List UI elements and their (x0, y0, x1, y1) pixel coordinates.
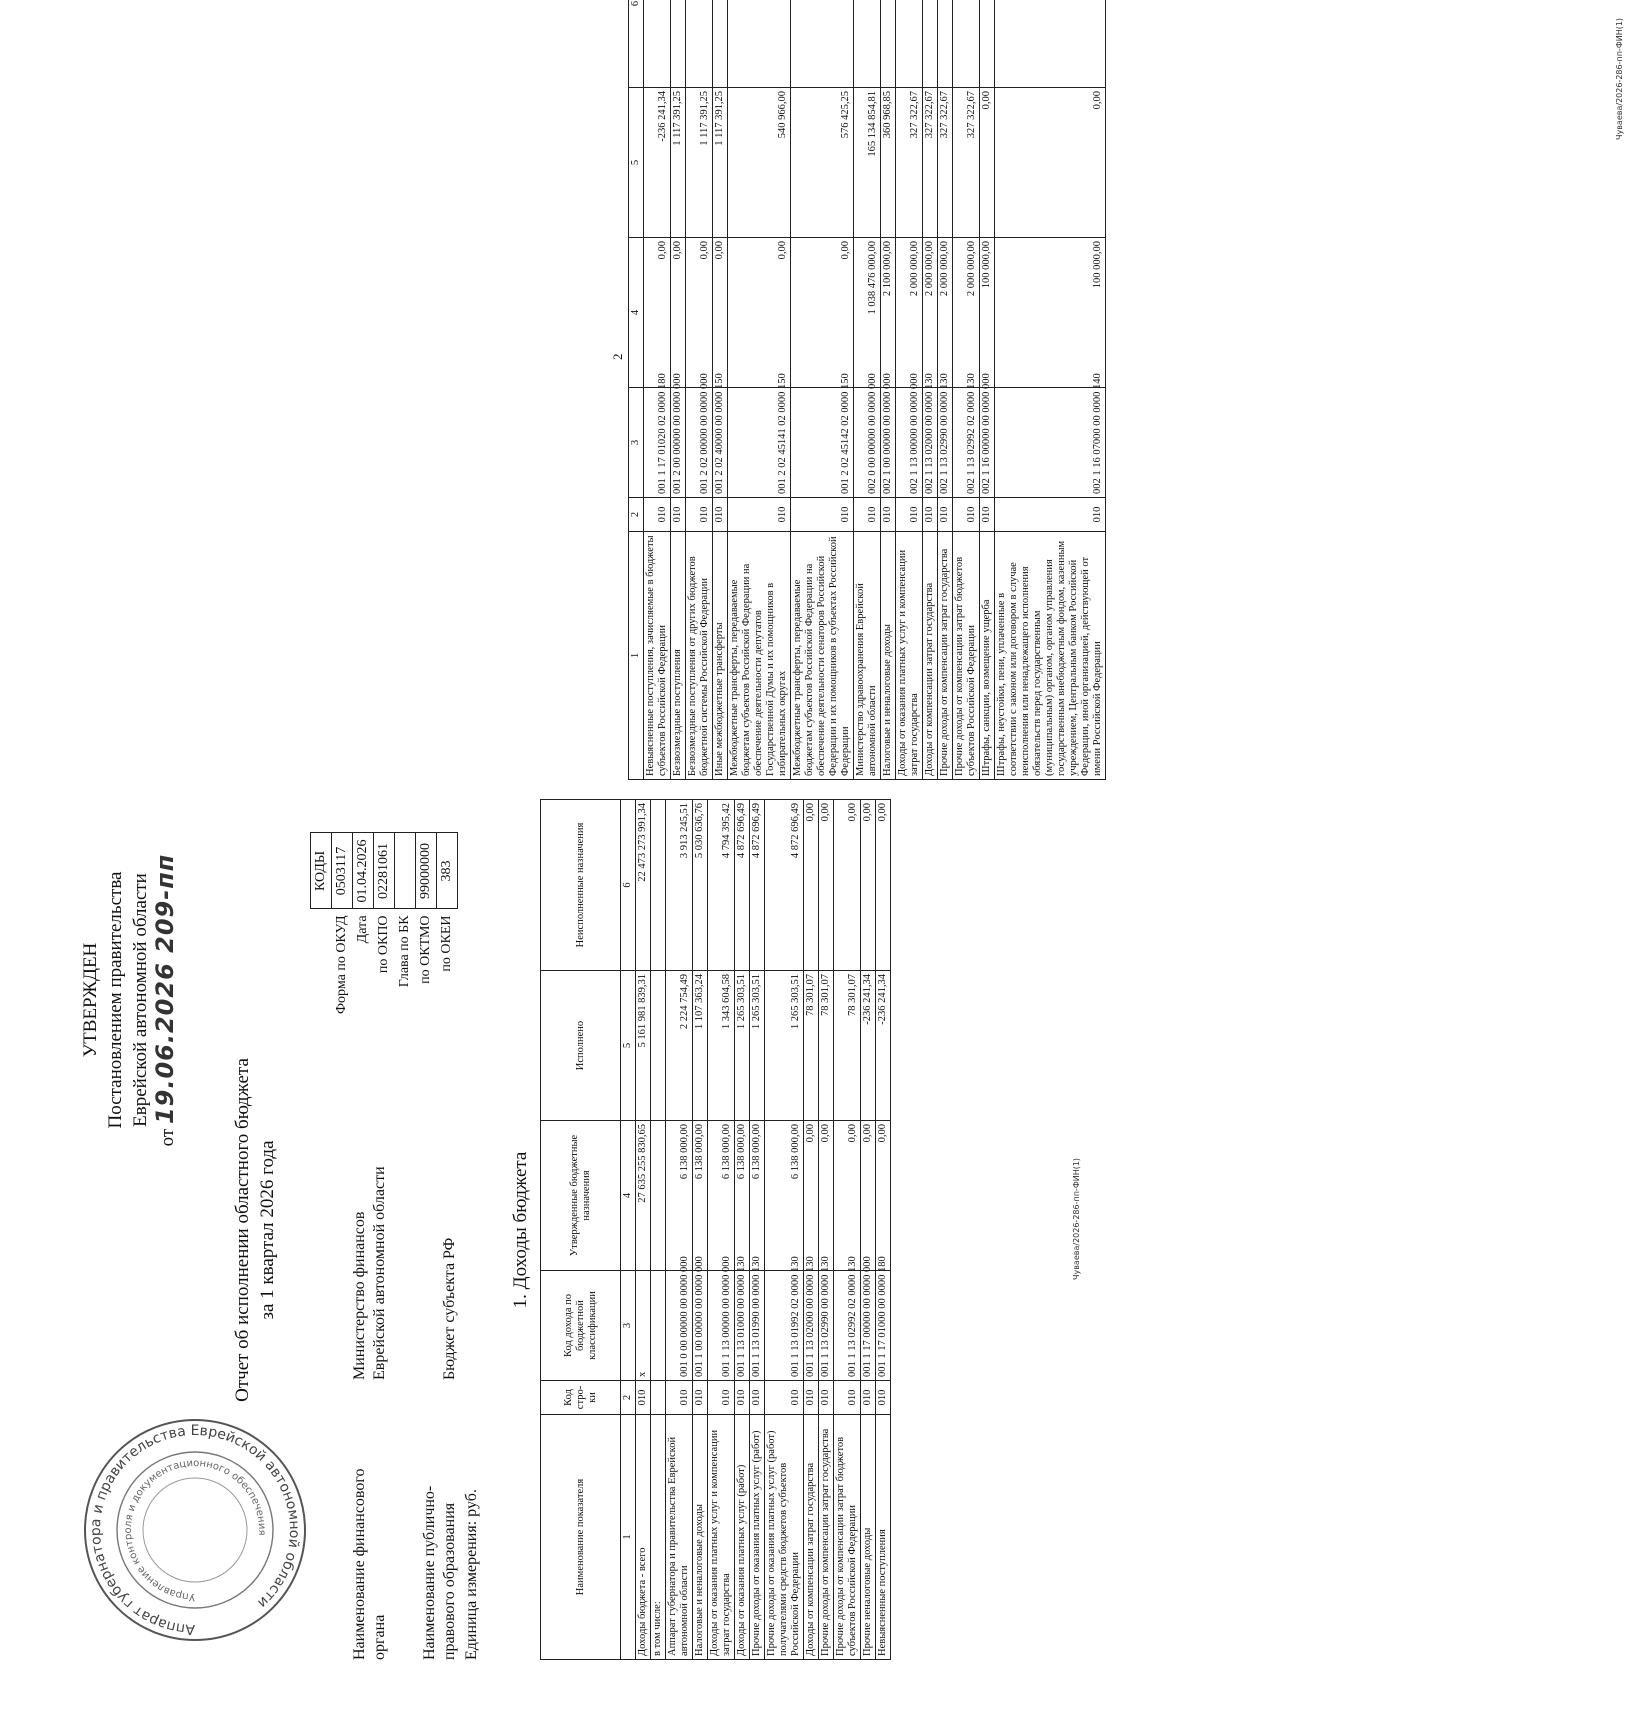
cell-executed: -236 241,34 (861, 971, 876, 1121)
cell-line-code: 010 (953, 498, 980, 532)
cell-unexecuted (671, 0, 686, 88)
cell-name: Прочие неналоговые доходы (861, 1415, 876, 1660)
cell-line-code: 010 (693, 1381, 708, 1415)
cell-name: Аппарат губернатора и правительства Еврейской автономной области (666, 1415, 693, 1660)
cell-approved: 6 138 000,00 (693, 1121, 708, 1271)
cell-income-code: 002 1 16 00000 00 0000 000 (980, 388, 995, 498)
page-left (70, 800, 1090, 1660)
table-row (881, 0, 896, 780)
cell-line-code: 010 (861, 1381, 876, 1415)
code-value: 02281061 (374, 833, 395, 909)
cell-unexecuted: 0,00 (834, 800, 861, 971)
table-row (995, 0, 1106, 780)
cell-approved: 0,00 (861, 1121, 876, 1271)
col-number: 3 (629, 388, 644, 498)
col-number: 6 (629, 0, 644, 88)
cell-income-code: 001 0 00 00000 00 0000 000 (666, 1271, 693, 1381)
cell-line-code: 010 (834, 1381, 861, 1415)
cell-income-code: 002 1 13 02992 02 0000 130 (953, 388, 980, 498)
cell-name: Налоговые и неналоговые доходы (693, 1415, 708, 1660)
handwritten-date-number: 19.06.2026 209-пп (151, 853, 179, 1125)
cell-approved: 0,00 (876, 1121, 891, 1271)
cell-name: Доходы бюджета - всего (636, 1415, 651, 1660)
table-row (671, 0, 686, 780)
cell-income-code: 001 2 02 45141 02 0000 150 (728, 388, 791, 498)
cell-approved: 0,00 (791, 238, 854, 388)
table-row (791, 0, 854, 780)
cell-name: Безвозмездные поступления (671, 532, 686, 780)
cell-executed: 78 301,07 (834, 971, 861, 1121)
report-title-block (230, 800, 280, 1660)
col-number: 4 (629, 238, 644, 388)
cell-name: Межбюджетные трансферты, передаваемые бюджетам субъектов Российской Федерации на обеспечение деятельности сенаторов Российской Федерации и их помощников в субъектах Российской Федерации (791, 532, 854, 780)
cell-executed: 5 161 981 839,31 (636, 971, 651, 1121)
svg-text:Аппарат губернатора и правител: Аппарат губернатора и правительства Еврейской автономной области (87, 1422, 303, 1638)
cell-executed: 2 224 754,49 (666, 971, 693, 1121)
table-row (728, 0, 791, 780)
cell-name: Прочие доходы от оказания платных услуг (работ) (750, 1415, 765, 1660)
cell-name: Прочие доходы от компенсации затрат бюджетов субъектов Российской Федерации (953, 532, 980, 780)
cell-name: Доходы от оказания платных услуг и компенсации затрат государства (708, 1415, 735, 1660)
cell-name: Невыясненные поступления, зачисляемые в бюджеты субъектов Российской Федерации (644, 532, 671, 780)
cell-line-code: 010 (671, 498, 686, 532)
table-row (644, 0, 671, 780)
cell-income-code: 001 2 02 45142 02 0000 150 (791, 388, 854, 498)
approved-line1: Постановлением правительства (105, 871, 126, 1129)
table-row (854, 0, 881, 780)
cell-executed: 1 265 303,51 (750, 971, 765, 1121)
cell-income-code: 001 1 17 00000 00 0000 000 (861, 1271, 876, 1381)
col-number: 1 (629, 532, 644, 780)
cell-unexecuted: 4 872 696,49 (765, 800, 804, 971)
cell-line-code: 010 (666, 1381, 693, 1415)
report-period: за 1 квартал 2026 года (257, 1140, 278, 1320)
cell-executed: 165 134 854,81 (854, 88, 881, 238)
table-row (750, 800, 765, 1660)
section-title: 1. Доходы бюджета (510, 1151, 531, 1309)
cell-approved: 1 038 476 000,00 (854, 238, 881, 388)
cell-unexecuted (791, 0, 854, 88)
cell-line-code: 010 (923, 498, 938, 532)
cell-approved: 100 000,00 (995, 238, 1106, 388)
cell-unexecuted: 22 473 273 991,34 (636, 800, 651, 971)
cell-approved: 6 138 000,00 (666, 1121, 693, 1271)
col-number: 2 (621, 1381, 636, 1415)
cell-unexecuted: 4 872 696,49 (735, 800, 750, 971)
cell-line-code: 010 (854, 498, 881, 532)
cell-name: Доходы от компенсации затрат государства (804, 1415, 819, 1660)
code-value: 0503117 (332, 833, 353, 909)
approved-date-line (153, 810, 180, 1190)
cell-executed: 1 117 391,25 (713, 88, 728, 238)
cell-income-code: 001 1 13 02000 00 0000 130 (804, 1271, 819, 1381)
cell-name: Штрафы, неустойки, пени, уплаченные в соответствии с законом или договором в случае неисполнения или ненадлежащего исполнения обязательств перед государственным (муниципальным) органом, органом управления государственным внебюджетным фондом, казенным учреждением, Центральным банком Российской Федерации, иной организацией, действующей от имени Российской Федерации (995, 532, 1106, 780)
cell-name: Прочие доходы от компенсации затрат государства (819, 1415, 834, 1660)
report-meta (310, 800, 500, 1660)
cell-approved: 2 000 000,00 (923, 238, 938, 388)
cell-executed: 78 301,07 (804, 971, 819, 1121)
cell-unexecuted (896, 0, 923, 88)
cell-approved (651, 1121, 666, 1271)
cell-approved: 27 635 255 830,65 (636, 1121, 651, 1271)
cell-name: Иные межбюджетные трансферты (713, 532, 728, 780)
cell-income-code: 002 1 16 07000 00 0000 140 (995, 388, 1106, 498)
header-executed: Исполнено (541, 971, 621, 1121)
cell-unexecuted: 0,00 (876, 800, 891, 971)
cell-unexecuted (953, 0, 980, 88)
col-number: 5 (621, 971, 636, 1121)
code-value: 99000000 (416, 833, 437, 909)
cell-income-code: 001 1 13 01000 00 0000 130 (735, 1271, 750, 1381)
cell-income-code: 002 1 13 00000 00 0000 000 (896, 388, 923, 498)
cell-name: Доходы от компенсации затрат государства (923, 532, 938, 780)
cell-executed: 1 343 604,58 (708, 971, 735, 1121)
code-label: по ОКПО (376, 915, 391, 974)
cell-approved: 0,00 (686, 238, 713, 388)
approved-date-prefix: от (157, 1128, 178, 1147)
cell-income-code: 002 0 00 00000 00 0000 000 (854, 388, 881, 498)
table-row (713, 0, 728, 780)
table-row (666, 800, 693, 1660)
cell-executed: 360 968,85 (881, 88, 896, 238)
cell-line-code (651, 1381, 666, 1415)
cell-line-code: 010 (819, 1381, 834, 1415)
code-label: по ОКТМО (418, 915, 433, 984)
cell-line-code: 010 (735, 1381, 750, 1415)
cell-income-code: 001 1 13 02990 00 0000 130 (819, 1271, 834, 1381)
cell-income-code: 001 1 13 01990 00 0000 130 (750, 1271, 765, 1381)
cell-unexecuted (980, 0, 995, 88)
table-row (636, 800, 651, 1660)
cell-income-code: 001 2 00 00000 00 0000 000 (671, 388, 686, 498)
cell-line-code: 010 (765, 1381, 804, 1415)
codes-header: КОДЫ (311, 833, 332, 909)
header-income-code: Код дохода по бюджетной классификации (541, 1271, 621, 1381)
cell-name: Доходы от оказания платных услуг и компенсации затрат государства (896, 532, 923, 780)
cell-income-code: 001 2 02 40000 00 0000 150 (713, 388, 728, 498)
cell-name: в том числе: (651, 1415, 666, 1660)
table-row (980, 0, 995, 780)
cell-unexecuted: 4 794 395,42 (708, 800, 735, 971)
table-row (651, 800, 666, 1660)
table-row (861, 800, 876, 1660)
cell-line-code: 010 (896, 498, 923, 532)
header-approved: Утвержденные бюджетные назначения (541, 1121, 621, 1271)
header-name: Наименование показателя (541, 1415, 621, 1660)
code-value: 383 (437, 833, 458, 909)
cell-income-code (651, 1271, 666, 1381)
cell-unexecuted (881, 0, 896, 88)
cell-unexecuted (713, 0, 728, 88)
cell-income-code: 001 1 13 00000 00 0000 000 (708, 1271, 735, 1381)
cell-executed: 0,00 (980, 88, 995, 238)
col-number: 5 (629, 88, 644, 238)
code-value: 01.04.2026 (353, 833, 374, 909)
cell-approved: 6 138 000,00 (735, 1121, 750, 1271)
cell-executed: -236 241,34 (644, 88, 671, 238)
table-row (923, 0, 938, 780)
col-number: 1 (621, 1415, 636, 1660)
cell-executed: -236 241,34 (876, 971, 891, 1121)
cell-income-code: 002 1 00 00000 00 0000 000 (881, 388, 896, 498)
cell-unexecuted (995, 0, 1106, 88)
cell-approved: 0,00 (819, 1121, 834, 1271)
cell-executed: 0,00 (995, 88, 1106, 238)
table-row (953, 0, 980, 780)
table-row (819, 800, 834, 1660)
footer-left: Чуваева/2026-286-пп-ФИН(1) (1072, 1157, 1081, 1280)
header-line-code: Код стро-ки (541, 1381, 621, 1415)
cell-name: Доходы от оказания платных услуг (работ) (735, 1415, 750, 1660)
cell-income-code: 001 2 02 00000 00 0000 000 (686, 388, 713, 498)
org-label: Наименование финансового органа (351, 1468, 388, 1660)
cell-approved: 0,00 (644, 238, 671, 388)
unit-label: Единица измерения: руб. (463, 1489, 480, 1660)
cell-line-code: 010 (980, 498, 995, 532)
code-label: по ОКЕИ (439, 915, 454, 972)
cell-income-code: 001 1 13 02992 02 0000 130 (834, 1271, 861, 1381)
cell-unexecuted (728, 0, 791, 88)
cell-approved: 0,00 (728, 238, 791, 388)
cell-name: Прочие доходы от компенсации затрат бюджетов субъектов Российской Федерации (834, 1415, 861, 1660)
report-title: Отчет об исполнении областного бюджета (232, 1058, 253, 1402)
cell-approved: 0,00 (834, 1121, 861, 1271)
cell-line-code: 010 (995, 498, 1106, 532)
cell-line-code: 010 (728, 498, 791, 532)
cell-line-code: 010 (881, 498, 896, 532)
page-right (610, 0, 1630, 780)
cell-approved: 2 000 000,00 (938, 238, 953, 388)
entity-value: Бюджет субъекта РФ (441, 1237, 458, 1380)
cell-executed (651, 971, 666, 1121)
cell-unexecuted: 4 872 696,49 (750, 800, 765, 971)
cell-income-code: 002 1 13 02000 00 0000 130 (923, 388, 938, 498)
cell-name: Межбюджетные трансферты, передаваемые бюджетам субъектов Российской Федерации на обеспечение деятельности депутатов Государственной Думы и их помощников в избирательных округах (728, 532, 791, 780)
cell-executed: 327 322,67 (938, 88, 953, 238)
cell-name: Штрафы, санкции, возмещение ущерба (980, 532, 995, 780)
col-number: 2 (629, 498, 644, 532)
cell-approved: 0,00 (671, 238, 686, 388)
codes-table (310, 832, 458, 1020)
cell-line-code: 010 (686, 498, 713, 532)
org-value: Министерство финансов Еврейской автономной области (351, 1166, 388, 1380)
cell-unexecuted: 0,00 (804, 800, 819, 971)
cell-income-code: 001 1 17 01000 00 0000 180 (876, 1271, 891, 1381)
cell-line-code: 010 (876, 1381, 891, 1415)
cell-name: Налоговые и неналоговые доходы (881, 532, 896, 780)
cell-executed: 1 265 303,51 (735, 971, 750, 1121)
table-row (876, 800, 891, 1660)
cell-unexecuted: 3 913 245,51 (666, 800, 693, 971)
cell-line-code: 010 (938, 498, 953, 532)
table-row (834, 800, 861, 1660)
cell-executed: 1 117 391,25 (671, 88, 686, 238)
cell-approved: 6 138 000,00 (765, 1121, 804, 1271)
cell-executed: 327 322,67 (953, 88, 980, 238)
cell-name: Прочие доходы от оказания платных услуг (работ) получателями средств бюджетов субъектов Российской Федерации (765, 1415, 804, 1660)
cell-unexecuted (938, 0, 953, 88)
cell-line-code: 010 (644, 498, 671, 532)
cell-approved: 6 138 000,00 (708, 1121, 735, 1271)
approval-block (78, 810, 180, 1190)
cell-unexecuted (923, 0, 938, 88)
table-row (686, 0, 713, 780)
cell-executed: 327 322,67 (923, 88, 938, 238)
entity-label: Наименование публично-правового образования (421, 1485, 458, 1660)
cell-unexecuted (651, 800, 666, 971)
table-row (765, 800, 804, 1660)
cell-approved: 6 138 000,00 (750, 1121, 765, 1271)
cell-executed: 576 425,25 (791, 88, 854, 238)
cell-executed: 327 322,67 (896, 88, 923, 238)
income-table-right (628, 0, 1106, 780)
income-table-left (540, 799, 891, 1660)
cell-line-code: 010 (750, 1381, 765, 1415)
svg-text:Управление контроля и документ: Управление контроля и документационного обеспечения (122, 1457, 268, 1603)
table-row (708, 800, 735, 1660)
cell-line-code: 010 (804, 1381, 819, 1415)
col-number: 6 (621, 800, 636, 971)
cell-approved: 0,00 (804, 1121, 819, 1271)
cell-executed: 1 265 303,51 (765, 971, 804, 1121)
approved-line2: Еврейской автономной области (130, 873, 151, 1127)
cell-executed: 78 301,07 (819, 971, 834, 1121)
cell-unexecuted (686, 0, 713, 88)
cell-approved: 100 000,00 (980, 238, 995, 388)
cell-line-code: 010 (791, 498, 854, 532)
footer-right: Чуваева/2026-286-пп-ФИН(1) (1615, 17, 1624, 140)
page-number: 2 (610, 353, 625, 360)
cell-name: Министерство здравоохранения Еврейской автономной области (854, 532, 881, 780)
cell-approved: 0,00 (713, 238, 728, 388)
cell-executed: 540 966,00 (728, 88, 791, 238)
cell-unexecuted (854, 0, 881, 88)
cell-income-code: 002 1 13 02990 00 0000 130 (938, 388, 953, 498)
cell-unexecuted: 5 030 636,76 (693, 800, 708, 971)
cell-name: Прочие доходы от компенсации затрат государства (938, 532, 953, 780)
cell-approved: 2 000 000,00 (896, 238, 923, 388)
approved-title: УТВЕРЖДЕН (80, 942, 101, 1058)
table-row (938, 0, 953, 780)
cell-name: Безвозмездные поступления от других бюджетов бюджетной системы Российской Федерации (686, 532, 713, 780)
code-label: Дата (355, 915, 370, 944)
col-number: 4 (621, 1121, 636, 1271)
cell-approved: 2 100 000,00 (881, 238, 896, 388)
col-number: 3 (621, 1271, 636, 1381)
code-label: Глава по БК (397, 915, 412, 988)
cell-income-code: x (636, 1271, 651, 1381)
table-row (896, 0, 923, 780)
cell-unexecuted: 0,00 (861, 800, 876, 971)
cell-executed: 1 117 391,25 (686, 88, 713, 238)
cell-income-code: 001 1 00 00000 00 0000 000 (693, 1271, 708, 1381)
table-row (735, 800, 750, 1660)
cell-approved: 2 000 000,00 (953, 238, 980, 388)
cell-name: Невыясненные поступления (876, 1415, 891, 1660)
table-row (804, 800, 819, 1660)
cell-unexecuted: 0,00 (819, 800, 834, 971)
cell-line-code: 010 (636, 1381, 651, 1415)
cell-line-code: 010 (708, 1381, 735, 1415)
code-value (395, 833, 416, 909)
code-label: Форма по ОКУД (334, 915, 349, 1014)
table-row (693, 800, 708, 1660)
cell-unexecuted (644, 0, 671, 88)
cell-line-code: 010 (713, 498, 728, 532)
cell-income-code: 001 1 13 01992 02 0000 130 (765, 1271, 804, 1381)
cell-executed: 1 107 363,24 (693, 971, 708, 1121)
cell-income-code: 001 1 17 01020 02 0000 180 (644, 388, 671, 498)
header-unexecuted: Неисполненные назначения (541, 800, 621, 971)
